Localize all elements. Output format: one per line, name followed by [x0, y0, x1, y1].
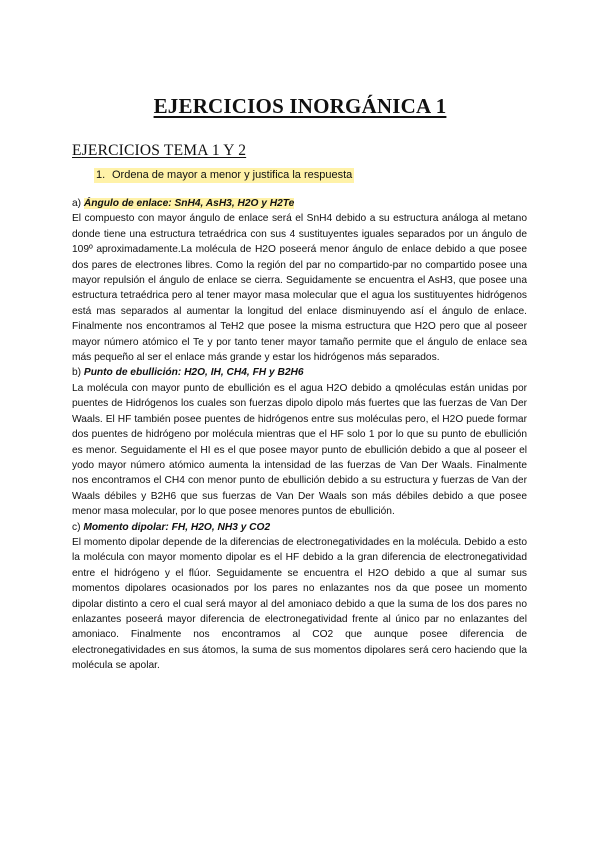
section-paragraph-b: La molécula con mayor punto de ebullición es el agua H2O debido a qmoléculas están unidas por puentes de Hidrógenos los cuales son fuerzas dipolo dipolo más fuertes que las fuerzas de Van Der Waals. El HF también posee puentes de hidrógenos entre sus moléculas pero, el H2O puede formar dos puentes de hidrógeno por molécula mientras que el HF solo 1 por lo que su punto de ebullición es menor. Seguidamente el HI es el que posee mayor punto de ebullición debido a que al poseer el yodo mayor número atómico aumenta la intensidad de las fuerzas de Van Der Waals. Finalmente nos encontramos el CH4 con menor punto de ebullición debido a su estructura y fuerzas de Van der Waals débiles y B2H6 que sus fuerzas de Van Der Waals son más débiles debido a que posee menor masa molecular, por lo que posee menores puntos de ebullición. — [72, 382, 527, 518]
list-item-text: Ordena de mayor a menor y justifica la respuesta — [112, 169, 353, 181]
section-heading-c — [72, 520, 527, 535]
section-heading-b — [72, 365, 527, 380]
section-letter: c) — [72, 521, 81, 533]
section-title: Ángulo de enlace: SnH4, AsH3, H2O y H2Te — [83, 198, 295, 209]
section-title: Momento dipolar: FH, H2O, NH3 y CO2 — [83, 521, 271, 533]
document-body — [72, 196, 527, 674]
section-letter: a) — [72, 198, 82, 209]
section-paragraph-a: El compuesto con mayor ángulo de enlace será el SnH4 debido a su estructura análoga al metano donde tiene una estructura tetraédrica con sus 4 sustituyentes iguales separados por un ángulo de 109º aproximadamente.La molécula de H2O poseerá menor ángulo de enlace debido a que posee dos pares de electrones libres. Como la región del par no compartido-par no compartido posee una mayor repulsión el ángulo de enlace se cierra. Seguidamente se encuentra el AsH3, que posee una estructura tetraédrica pero al tener mayor masa molecular que el agua los sustituyentes hidrógenos está mas separados al aumentar la longitud del enlace disminuyendo así el ángulo de enlace. Finalmente nos encontramos al TeH2 que posee la misma estructura que H2O pero que al poseer mayor número atómico el Te y por tanto tener mayor tamaño permite que el ángulo de enlace sea más pequeño al ser el enlace más grande y estar los hidrógenos más separados. — [72, 213, 527, 364]
list-item-number: 1. — [96, 169, 106, 181]
section-heading-a — [72, 196, 527, 211]
section-title: Punto de ebullición: H2O, IH, CH4, FH y B2H6 — [83, 367, 304, 379]
section-letter: b) — [72, 367, 82, 379]
numbered-list-item — [94, 168, 354, 183]
document-subtitle: EJERCICIOS TEMA 1 Y 2 — [72, 142, 247, 159]
document-title: EJERCICIOS INORGÁNICA 1 — [153, 94, 447, 118]
section-paragraph-c: El momento dipolar depende de la diferencias de electronegatividades en la molécula. Debido a esto la molécula con mayor momento dipolar es el HF debido a la gran diferencia de electronegatividad entre el hidrógeno y el flúor. Seguidamente se encuentra el H2O debido a que al sumar sus momentos dipolares ocasionados por los pares no enlazantes nos da que posee un momento dipolar distinto a cero el cual será mayor al del amoniaco debido a que la suma de los dos pares no enlazantes poseerá mayor diferencia de electronegatividad frente al único par no enlazantes del amoniaco. Finalmente nos encontramos al CO2 que aunque posee diferencia de electronegatividades en sus átomos, la suma de sus momentos dipolares será cero haciendo que la molécula se apolar. — [72, 536, 527, 672]
